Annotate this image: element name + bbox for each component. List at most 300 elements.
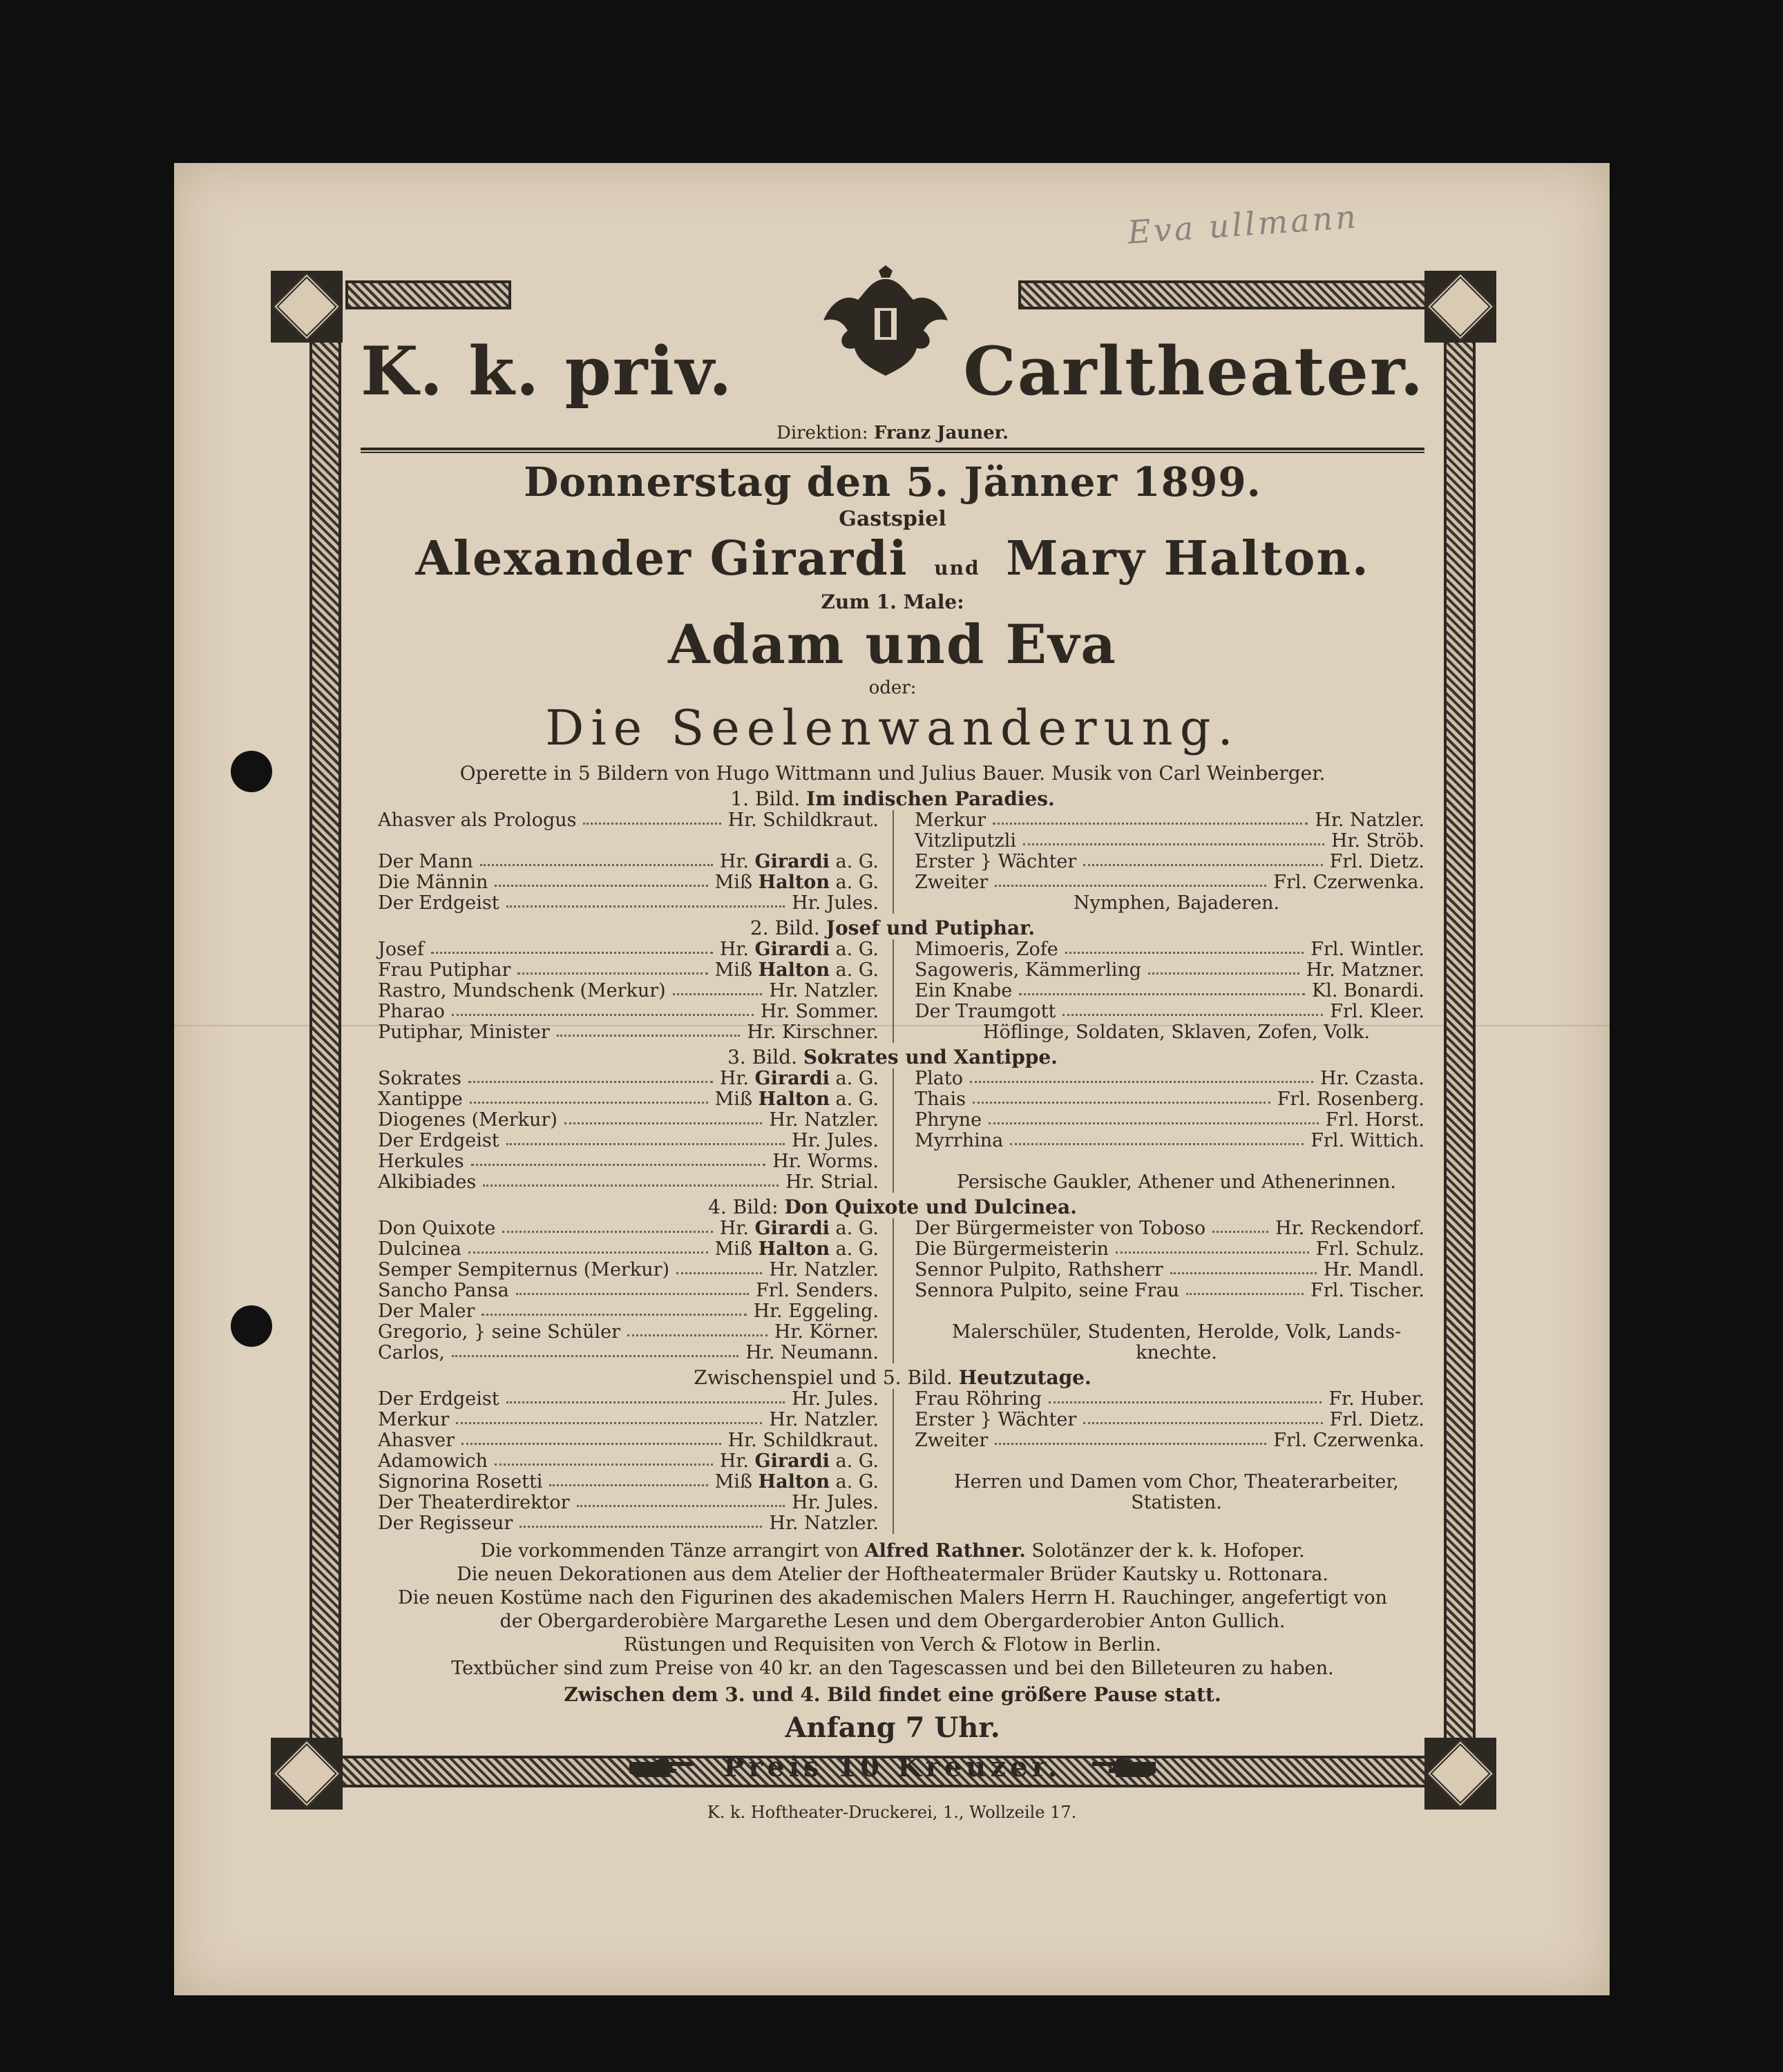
production-notes xyxy=(347,1539,1438,1680)
actor-title: Frl. Kleer. xyxy=(1330,1001,1424,1022)
guest-suffix: a. G. xyxy=(835,851,879,872)
actor-name xyxy=(792,1389,893,1410)
cast-row xyxy=(915,1218,1438,1239)
leader-dots xyxy=(970,1068,1313,1083)
actor-name xyxy=(1326,1110,1438,1131)
actor-name xyxy=(1273,1430,1438,1451)
actor-name xyxy=(1330,852,1438,872)
cast-row xyxy=(915,1151,1438,1172)
guest-star-name: Girardi xyxy=(754,1450,830,1472)
guest-artists xyxy=(347,531,1438,586)
cast-row xyxy=(915,1110,1438,1131)
cast-row xyxy=(378,939,893,960)
role-name: Der Mann xyxy=(378,851,473,872)
leader-dots xyxy=(549,1472,707,1486)
actor-title: Hr. Worms. xyxy=(772,1151,879,1172)
cast-row xyxy=(378,893,893,914)
guest-star-name: Girardi xyxy=(754,1068,830,1089)
artist-2: Mary Halton. xyxy=(1006,531,1370,586)
role-name: Sennora Pulpito, seine Frau xyxy=(915,1280,1180,1301)
cast-row xyxy=(915,810,1438,831)
role-name: Mimoeris, Zofe xyxy=(915,939,1058,960)
cast-row xyxy=(915,1068,1438,1089)
notes-dances xyxy=(347,1539,1438,1563)
cast-column-left xyxy=(347,1068,893,1193)
cast-column-right xyxy=(893,1389,1438,1534)
role-name: Vitzliputzli xyxy=(915,830,1017,852)
actor-name xyxy=(715,1089,893,1110)
role-name: Sagoweris, Kämmerling xyxy=(915,959,1142,981)
cast-column-left xyxy=(347,1389,893,1534)
actor-title: Miß xyxy=(714,959,752,981)
leader-dots xyxy=(564,1110,763,1124)
ensemble-note: Herren und Damen vom Chor, Theaterarbeiter, xyxy=(954,1471,1399,1493)
actor-title: Hr. Schildkraut. xyxy=(727,809,879,831)
role-name: Herkules xyxy=(378,1151,464,1172)
actor-title: Frl. Czerwenka. xyxy=(1273,872,1424,893)
actor-name xyxy=(715,872,893,893)
ensemble-note: Nymphen, Bajaderen. xyxy=(1073,892,1280,914)
cast-row xyxy=(915,1239,1438,1260)
actor-name xyxy=(761,1001,893,1022)
leader-dots xyxy=(1083,1410,1322,1424)
price-row xyxy=(347,1751,1438,1783)
actor-name xyxy=(1324,1260,1438,1280)
leader-dots xyxy=(995,1430,1266,1445)
cast-row xyxy=(378,1218,893,1239)
direktion-name: Franz Jauner. xyxy=(873,423,1009,443)
artists-and: und xyxy=(934,557,980,579)
leader-dots xyxy=(468,1239,708,1254)
guest-suffix: a. G. xyxy=(835,1068,879,1089)
leader-dots xyxy=(1065,939,1304,954)
notes-dances-name: Alfred Rathner. xyxy=(864,1540,1026,1562)
actor-title: Frl. Wintler. xyxy=(1310,939,1424,960)
actor-title: Fr. Huber. xyxy=(1328,1388,1424,1410)
role-name: Der Theaterdirektor xyxy=(378,1492,570,1513)
role-name: Sennor Pulpito, Rathsherr xyxy=(915,1259,1163,1280)
oder-label: oder: xyxy=(868,678,917,698)
leader-dots xyxy=(456,1410,762,1424)
role-name: Plato xyxy=(915,1068,964,1089)
scene-number: Zwischenspiel und 5. Bild. xyxy=(694,1366,953,1389)
notes-armour: Rüstungen und Requisiten von Verch & Flotow in Berlin. xyxy=(623,1634,1162,1656)
cast-row xyxy=(378,1410,893,1430)
leader-dots xyxy=(481,1301,746,1316)
leader-dots xyxy=(506,1389,785,1403)
cast-row xyxy=(378,1022,893,1043)
actor-name xyxy=(1273,872,1438,893)
leader-dots xyxy=(452,1343,738,1357)
actor-name xyxy=(1315,810,1438,831)
role-name: Zweiter xyxy=(915,1430,989,1451)
play-subtitle: Die Seelenwanderung. xyxy=(545,700,1240,756)
actor-name xyxy=(728,810,893,831)
scene-title xyxy=(347,917,1438,939)
role-name: Erster } Wächter xyxy=(915,851,1077,872)
ensemble-note: Malerschüler, Studenten, Herolde, Volk, Lands- xyxy=(951,1321,1402,1343)
actor-title: Miß xyxy=(714,872,752,893)
actor-name xyxy=(720,1068,893,1089)
cast-row xyxy=(915,831,1438,852)
intermission-note: Zwischen dem 3. und 4. Bild findet eine größere Pause statt. xyxy=(564,1683,1221,1706)
actor-name xyxy=(769,1110,893,1131)
cast-row xyxy=(915,1389,1438,1410)
notes-decorations: Die neuen Dekorationen aus dem Atelier der Hoftheatermaler Brüder Kautsky u. Rottonara. xyxy=(457,1564,1328,1585)
guest-suffix: a. G. xyxy=(835,1450,879,1472)
actor-name xyxy=(720,852,893,872)
guest-suffix: a. G. xyxy=(835,1471,879,1493)
role-name: Myrrhina xyxy=(915,1130,1004,1151)
scene-name: Im indischen Paradies. xyxy=(806,787,1055,810)
role-name: Phryne xyxy=(915,1109,982,1131)
actor-name xyxy=(715,1239,893,1260)
guest-suffix: a. G. xyxy=(835,1238,879,1260)
cast-row xyxy=(915,1451,1438,1472)
cast-row xyxy=(915,1001,1438,1022)
cast-row xyxy=(378,872,893,893)
cast-row xyxy=(378,1110,893,1131)
cast-row xyxy=(915,1280,1438,1301)
actor-title: Hr. Ströb. xyxy=(1331,830,1424,852)
cast-row xyxy=(378,1172,893,1193)
ornament-border-left xyxy=(309,323,341,1745)
scene-title xyxy=(347,1046,1438,1068)
cast-column-right xyxy=(893,939,1438,1043)
actor-title: Miß xyxy=(714,1088,752,1110)
cast-row xyxy=(915,939,1438,960)
actor-title: Hr. Natzler. xyxy=(769,980,879,1001)
leader-dots xyxy=(468,1068,713,1083)
role-name: Sokrates xyxy=(378,1068,461,1089)
role-name: Dulcinea xyxy=(378,1238,461,1260)
scene-number: 3. Bild. xyxy=(727,1046,797,1068)
leader-dots xyxy=(1010,1131,1304,1145)
leader-dots xyxy=(1049,1389,1322,1403)
actor-title: Frl. Dietz. xyxy=(1329,1409,1424,1430)
actor-title: Hr. xyxy=(719,1218,749,1239)
price: Preis 10 Kreuzer. xyxy=(723,1751,1062,1783)
leader-dots xyxy=(1062,1001,1323,1016)
cast-row xyxy=(915,1301,1438,1322)
cast-list xyxy=(347,787,1438,1534)
actor-name xyxy=(1328,1389,1438,1410)
cast-row xyxy=(915,1172,1438,1193)
scene-cast xyxy=(347,1068,1438,1193)
cast-row xyxy=(378,1430,893,1451)
cast-row xyxy=(915,1322,1438,1343)
role-name: Merkur xyxy=(915,809,986,831)
leader-dots xyxy=(577,1493,785,1507)
cast-row xyxy=(915,1472,1438,1493)
actor-title: Frl. Wittich. xyxy=(1310,1130,1424,1151)
guest-star-name: Girardi xyxy=(754,939,830,960)
cast-row xyxy=(378,1322,893,1343)
actor-title: Hr. Jules. xyxy=(792,1388,879,1410)
leader-dots xyxy=(995,872,1266,887)
role-name: Gregorio, } seine Schüler xyxy=(378,1321,621,1343)
actor-name xyxy=(747,1022,893,1043)
role-name: Ein Knabe xyxy=(915,980,1013,1001)
actor-name xyxy=(756,1280,893,1301)
printer-imprint: K. k. Hoftheater-Druckerei, 1., Wollzeile 17. xyxy=(707,1803,1077,1822)
punch-hole-bottom xyxy=(231,1305,272,1347)
cast-row xyxy=(378,1301,893,1322)
notes-dances-text: Die vorkommenden Tänze arrangirt von xyxy=(480,1540,859,1562)
actor-title: Frl. Tischer. xyxy=(1310,1280,1424,1301)
actor-title: Hr. Natzler. xyxy=(769,1259,879,1280)
cast-column-left xyxy=(347,939,893,1043)
scene-name: Josef und Putiphar. xyxy=(826,917,1036,939)
actor-title: Hr. Körner. xyxy=(774,1321,879,1343)
actor-title: Hr. Strial. xyxy=(785,1171,879,1193)
cast-row xyxy=(378,981,893,1001)
actor-title: Hr. xyxy=(719,1450,749,1472)
actor-name xyxy=(785,1172,893,1193)
actor-name xyxy=(1277,1089,1438,1110)
role-name: Erster } Wächter xyxy=(915,1409,1077,1430)
actor-title: Hr. Jules. xyxy=(792,1130,879,1151)
ornament-border-right xyxy=(1444,323,1476,1745)
punch-hole-top xyxy=(231,751,272,792)
actor-title: Hr. Reckendorf. xyxy=(1275,1218,1424,1239)
cast-column-left xyxy=(347,1218,893,1363)
leader-dots xyxy=(1186,1280,1304,1295)
guest-star-name: Halton xyxy=(758,959,830,981)
actor-name xyxy=(769,1260,893,1280)
actor-title: Hr. xyxy=(719,939,749,960)
guest-suffix: a. G. xyxy=(835,872,879,893)
actor-title: Miß xyxy=(714,1471,752,1493)
cast-row xyxy=(915,852,1438,872)
cast-row xyxy=(378,831,893,852)
cast-row xyxy=(378,1513,893,1534)
cast-row xyxy=(378,1280,893,1301)
cast-row xyxy=(915,1260,1438,1280)
leader-dots xyxy=(627,1322,767,1336)
leader-dots xyxy=(676,1260,762,1274)
actor-name xyxy=(769,1410,893,1430)
actor-name xyxy=(792,893,893,914)
actor-name xyxy=(1310,1131,1438,1151)
start-time: Anfang 7 Uhr. xyxy=(785,1711,1000,1744)
actor-name xyxy=(792,1131,893,1151)
actor-title: Frl. Senders. xyxy=(756,1280,879,1301)
actor-title: Hr. Czasta. xyxy=(1319,1068,1424,1089)
cast-row xyxy=(915,960,1438,981)
guest-suffix: a. G. xyxy=(835,1218,879,1239)
leader-dots xyxy=(1212,1218,1268,1233)
role-name: Josef xyxy=(378,939,424,960)
cast-row xyxy=(915,1343,1438,1363)
leader-dots xyxy=(461,1430,721,1445)
scene-name: Don Quixote und Dulcinea. xyxy=(784,1196,1077,1218)
role-name: Der Bürgermeister von Toboso xyxy=(915,1218,1206,1239)
role-name: Die Bürgermeisterin xyxy=(915,1238,1109,1260)
scene-cast xyxy=(347,1218,1438,1363)
leader-dots xyxy=(557,1022,741,1037)
ensemble-note: knechte. xyxy=(1136,1342,1217,1363)
scene-title xyxy=(347,1196,1438,1218)
leader-dots xyxy=(471,1151,766,1166)
ornament-border-top-right xyxy=(1018,280,1433,309)
role-name: Thais xyxy=(915,1088,966,1110)
actor-title: Hr. xyxy=(719,1068,749,1089)
actor-name xyxy=(769,1513,893,1534)
cast-row xyxy=(378,1451,893,1472)
notes-costumes: Die neuen Kostüme nach den Figurinen des akademischen Malers Herrn H. Rauchinger, angefertigt von xyxy=(397,1587,1388,1609)
actor-name xyxy=(745,1343,893,1363)
role-name: Der Traumgott xyxy=(915,1001,1056,1022)
actor-title: Hr. Natzler. xyxy=(769,1409,879,1430)
gastspiel-label: Gastspiel xyxy=(839,507,946,531)
leader-dots xyxy=(583,810,721,825)
cast-row xyxy=(378,1068,893,1089)
actor-title: Hr. Neumann. xyxy=(745,1342,879,1363)
guest-suffix: a. G. xyxy=(835,1088,879,1110)
actor-title: Hr. Natzler. xyxy=(769,1513,879,1534)
actor-title: Hr. Jules. xyxy=(792,892,879,914)
scene-name: Sokrates und Xantippe. xyxy=(803,1046,1058,1068)
leader-dots xyxy=(993,810,1308,825)
actor-name xyxy=(728,1430,893,1451)
actor-name xyxy=(720,1451,893,1472)
leader-dots xyxy=(495,1451,713,1466)
actor-title: Hr. Eggeling. xyxy=(753,1301,879,1322)
leader-dots xyxy=(1083,852,1322,866)
actor-name xyxy=(1330,1410,1438,1430)
actor-name xyxy=(715,1472,893,1493)
guest-star-name: Halton xyxy=(758,1088,830,1110)
leader-dots xyxy=(452,1001,754,1016)
cast-column-right xyxy=(893,810,1438,914)
direktion-line xyxy=(347,423,1438,443)
leader-dots xyxy=(480,852,713,866)
leader-dots xyxy=(516,1280,749,1295)
role-name: Der Regisseur xyxy=(378,1513,513,1534)
leader-dots xyxy=(1019,981,1305,995)
cast-row xyxy=(378,1389,893,1410)
ornament-corner-icon xyxy=(271,271,343,343)
guest-suffix: a. G. xyxy=(835,959,879,981)
role-name: Der Erdgeist xyxy=(378,892,499,914)
actor-name xyxy=(1310,939,1438,960)
direktion-label: Direktion: xyxy=(776,423,868,443)
cast-row xyxy=(378,1260,893,1280)
actor-title: Hr. Natzler. xyxy=(769,1109,879,1131)
actor-title: Hr. Schildkraut. xyxy=(727,1430,879,1451)
leader-dots xyxy=(1023,831,1324,845)
title-left: K. k. priv. xyxy=(361,332,734,410)
role-name: Der Maler xyxy=(378,1301,475,1322)
cast-row xyxy=(378,1089,893,1110)
cast-row xyxy=(378,1472,893,1493)
scene-title xyxy=(347,787,1438,810)
guest-star-name: Girardi xyxy=(754,851,830,872)
actor-title: Hr. Sommer. xyxy=(760,1001,879,1022)
cast-row xyxy=(378,1343,893,1363)
role-name: Der Erdgeist xyxy=(378,1388,499,1410)
role-name: Die Männin xyxy=(378,872,488,893)
actor-name xyxy=(1275,1218,1438,1239)
notes-textbooks: Textbücher sind zum Preise von 40 kr. an den Tagescassen und bei den Billeteuren zu haben. xyxy=(451,1658,1334,1679)
leader-dots xyxy=(431,939,713,954)
guest-star-name: Halton xyxy=(758,1471,830,1493)
role-name: Pharao xyxy=(378,1001,445,1022)
guest-suffix: a. G. xyxy=(835,939,879,960)
actor-title: Hr. Natzler. xyxy=(1315,809,1424,831)
actor-title: Frl. Dietz. xyxy=(1329,851,1424,872)
actor-name xyxy=(774,1322,893,1343)
actor-name xyxy=(769,981,893,1001)
scene-number: 4. Bild: xyxy=(708,1196,779,1218)
leader-dots xyxy=(506,893,785,908)
actor-title: Frl. Rosenberg. xyxy=(1277,1088,1424,1110)
cast-row xyxy=(915,1089,1438,1110)
cast-column-right xyxy=(893,1068,1438,1193)
actor-name xyxy=(1312,981,1438,1001)
role-name: Sancho Pansa xyxy=(378,1280,509,1301)
cast-column-left xyxy=(347,810,893,914)
authors-line: Operette in 5 Bildern von Hugo Wittmann und Julius Bauer. Musik von Carl Weinberger. xyxy=(459,762,1326,785)
theatre-title xyxy=(347,332,1438,410)
role-name: Zweiter xyxy=(915,872,989,893)
premiere-note: Zum 1. Male: xyxy=(821,591,964,613)
scene-number: 2. Bild. xyxy=(750,917,820,939)
guest-star-name: Halton xyxy=(758,1238,830,1260)
actor-name xyxy=(792,1493,893,1513)
actor-title: Hr. xyxy=(719,851,749,872)
pointing-hand-left-icon xyxy=(1089,1755,1159,1780)
leader-dots xyxy=(1116,1239,1309,1254)
leader-dots xyxy=(517,960,707,975)
cast-row xyxy=(378,1131,893,1151)
actor-name xyxy=(720,939,893,960)
notes-wardrobe: der Obergarderobière Margarethe Lesen und dem Obergarderobier Anton Gullich. xyxy=(499,1611,1286,1632)
scene-title xyxy=(347,1366,1438,1389)
cast-row xyxy=(378,1001,893,1022)
actor-name xyxy=(720,1218,893,1239)
leader-dots xyxy=(989,1110,1318,1124)
header-rule xyxy=(361,448,1424,453)
cast-row xyxy=(915,981,1438,1001)
role-name: Don Quixote xyxy=(378,1218,496,1239)
cast-column-right xyxy=(893,1218,1438,1363)
scene-cast xyxy=(347,1389,1438,1534)
cast-row xyxy=(378,1493,893,1513)
actor-name xyxy=(754,1301,893,1322)
role-name: Merkur xyxy=(378,1409,450,1430)
artist-1: Alexander Girardi xyxy=(415,531,908,586)
role-name: Semper Sempiternus (Merkur) xyxy=(378,1259,670,1280)
actor-name xyxy=(1310,1280,1438,1301)
handwritten-note: Eva ullmann xyxy=(1126,198,1360,251)
actor-name xyxy=(1306,960,1438,981)
leader-dots xyxy=(470,1089,708,1104)
leader-dots xyxy=(502,1218,713,1233)
actor-title: Kl. Bonardi. xyxy=(1312,980,1424,1001)
actor-name xyxy=(772,1151,893,1172)
role-name: Diogenes (Merkur) xyxy=(378,1109,557,1131)
cast-row xyxy=(915,1022,1438,1043)
cast-row xyxy=(915,1430,1438,1451)
actor-name xyxy=(1316,1239,1438,1260)
ensemble-note: Persische Gaukler, Athener und Athenerinnen. xyxy=(956,1171,1397,1193)
cast-row xyxy=(378,1151,893,1172)
actor-title: Miß xyxy=(714,1238,752,1260)
cast-row xyxy=(915,1410,1438,1430)
actor-name xyxy=(1320,1068,1438,1089)
